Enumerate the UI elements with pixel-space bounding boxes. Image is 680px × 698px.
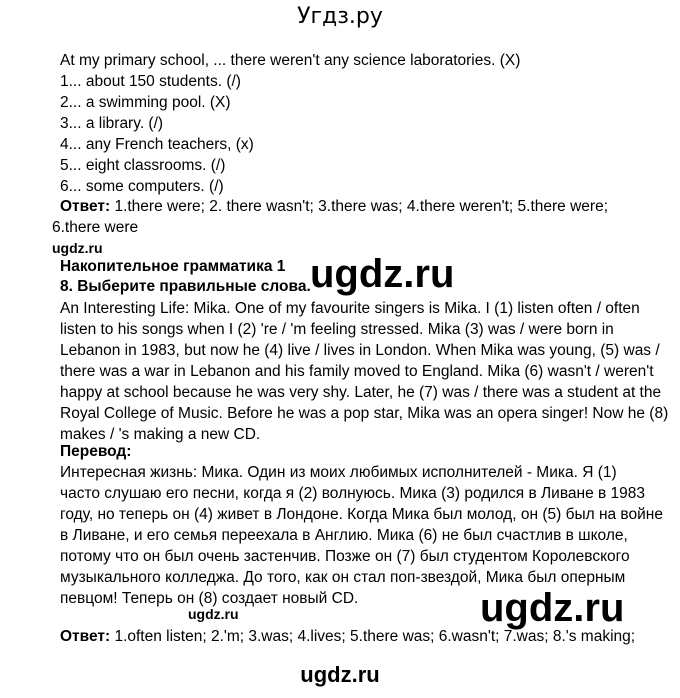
list-item: 4... any French teachers, (x)	[60, 136, 254, 153]
answer-label: Ответ:	[60, 628, 111, 645]
watermark-small: ugdz.ru	[52, 240, 103, 256]
answer-label: Ответ:	[60, 198, 111, 215]
text-ru-line: часто слушаю его песни, когда я (2) волнуюсь. Мика (3) родился в Ливане в 1983	[60, 485, 646, 502]
site-title: Угдз.ру	[297, 4, 383, 29]
list-item: 2... a swimming pool. (X)	[60, 94, 231, 111]
text-en-line: there was a war in Lebanon and his family moved to England. Mika (6) wasn't / weren't	[60, 363, 654, 380]
watermark-footer: ugdz.ru	[300, 662, 380, 687]
answer-continuation: 6.there were	[52, 219, 139, 236]
watermark-small: ugdz.ru	[188, 606, 239, 622]
text-en-line: Royal College of Music. Before he was a pop star, Mika was an opera singer! Now he (8)	[60, 405, 669, 422]
answer-line	[60, 198, 608, 216]
text-ru-line: потому что он был очень застенчив. Позже он (7) был студентом Королевского	[60, 548, 630, 565]
text-en-line: listen to his songs when I (2) 're / 'm feeling stressed. Mika (3) was / were born in	[60, 321, 614, 338]
watermark-large: ugdz.ru	[480, 586, 625, 630]
section-title: Накопительное грамматика 1	[60, 258, 286, 275]
list-item: 6... some computers. (/)	[60, 178, 224, 195]
text-ru-line: певцом! Теперь он (8) создает новый CD.	[60, 590, 359, 607]
watermark-large: ugdz.ru	[310, 252, 455, 296]
list-item: 1... about 150 students. (/)	[60, 73, 241, 90]
task-heading: 8. Выберите правильные слова.	[60, 278, 311, 295]
text-en-line: happy at school because he was very shy. Later, he (7) was / there was a student at the	[60, 384, 662, 401]
answer-text: 1.often listen; 2.'m; 3.was; 4.lives; 5.there was; 6.wasn't; 7.was; 8.'s making;	[110, 628, 636, 645]
text-en-line: Lebanon in 1983, but now he (4) live / lives in London. When Mika was young, (5) was /	[60, 342, 660, 359]
text-en-line: makes / 's making a new CD.	[60, 426, 261, 443]
list-item: 5... eight classrooms. (/)	[60, 157, 226, 174]
text-ru-line: в Ливане, и его семья переехала в Англию. Мика (6) не был счастлив в школе,	[60, 527, 628, 544]
answer-line	[60, 628, 635, 646]
translation-label: Перевод:	[60, 443, 132, 460]
text-ru-line: Интересная жизнь: Мика. Один из моих любимых исполнителей - Мика. Я (1)	[60, 464, 617, 481]
text-en-line: An Interesting Life: Mika. One of my favourite singers is Mika. I (1) listen often / often	[60, 300, 640, 317]
answer-text: 1.there were; 2. there wasn't; 3.there was; 4.there weren't; 5.there were;	[110, 198, 609, 215]
list-item: 3... a library. (/)	[60, 115, 164, 132]
text-ru-line: году, но теперь он (4) живет в Лондоне. Когда Мика был молод, он (5) был на войне	[60, 506, 663, 523]
text-ru-line: музыкального колледжа. До того, как он стал поп-звездой, Мика был оперным	[60, 569, 626, 586]
example-sentence: At my primary school, ... there weren't any science laboratories. (X)	[60, 52, 521, 69]
